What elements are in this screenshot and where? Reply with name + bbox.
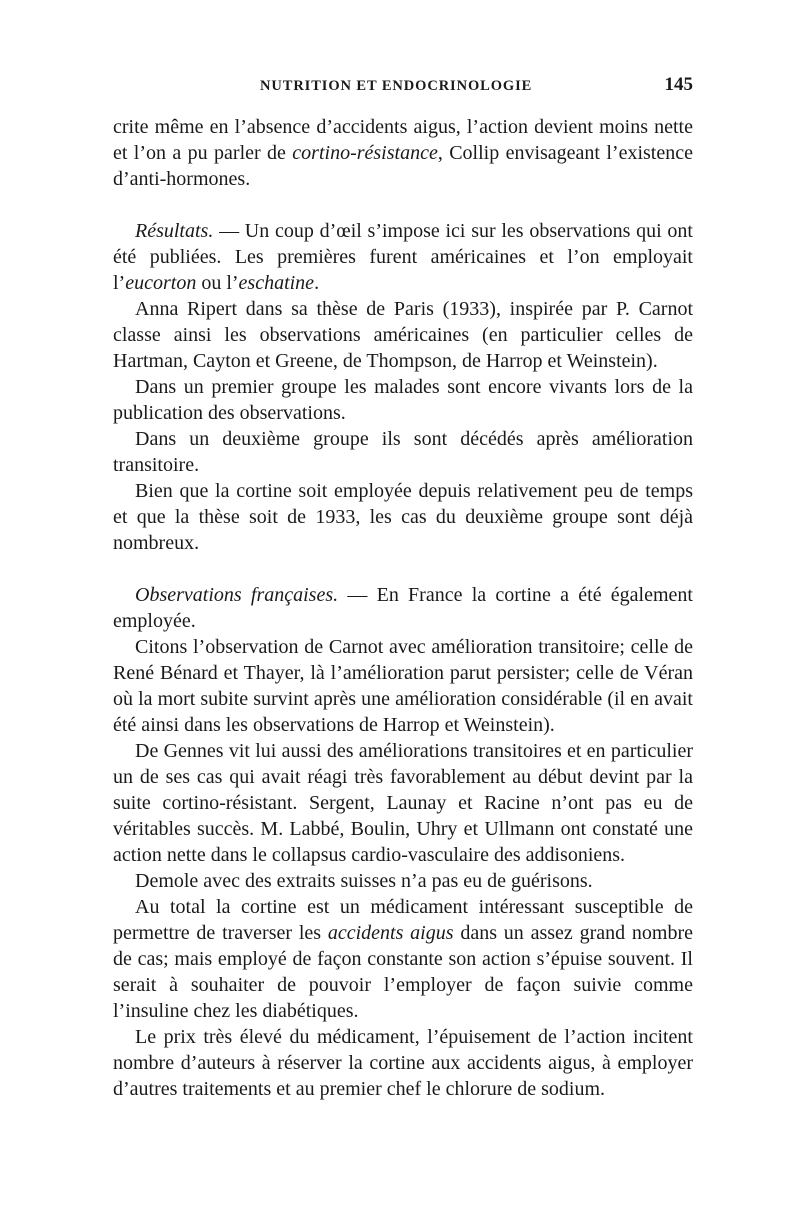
text-run: — Un coup d’œil s’impose ici sur les observations qui ont été publiées. Les premières furent américaines et l’on employait l’ — [113, 220, 693, 294]
section-heading-resultats: Résultats. — [135, 220, 214, 242]
page-header — [113, 72, 693, 102]
page-number: 145 — [664, 74, 693, 95]
italic-term: cortino-résistance — [292, 142, 438, 164]
italic-term: eucorton — [125, 272, 197, 294]
paragraph-de-gennes: De Gennes vit lui aussi des améliorations transitoires et en particulier un de ses cas qui avait réagi très favorablement au début devint par la suite cortino-résistant. Sergent, Launay et Racine n’ont pas eu de véritables succès. M. Labbé, Boulin, Uhry et Ullmann ont constaté une action nette dans le collapsus cardio-vasculaire des addisoniens. — [113, 740, 693, 866]
paragraph-cortino-resistance — [113, 114, 693, 192]
text-run: Au total la cortine est un médicament intéressant susceptible de permettre de traverser les — [113, 896, 693, 944]
text-run: — En France la cortine a été également employée. — [113, 584, 693, 632]
text-run: crite même en l’absence d’accidents aigus, l’action devient moins nette et l’on a pu parler de — [113, 116, 693, 164]
body-text — [113, 114, 693, 1102]
italic-term: accidents aigus — [327, 922, 454, 944]
text-run: . — [314, 272, 320, 294]
paragraph-demole: Demole avec des extraits suisses n’a pas eu de guérisons. — [135, 870, 593, 892]
paragraph-resultats — [113, 218, 693, 296]
section-heading-observations: Observations françaises. — [135, 584, 339, 606]
paragraph-au-total — [113, 894, 693, 1024]
paragraph-le-prix: Le prix très élevé du médicament, l’épuisement de l’action incitent nombre d’auteurs à réserver la cortine aux accidents aigus, à employer d’autres traitements et au premier chef le chlorure de sodium. — [113, 1026, 693, 1100]
paragraph-ripert: Anna Ripert dans sa thèse de Paris (1933), inspirée par P. Carnot classe ainsi les observations américaines (en particulier celles de Hartman, Cayton et Greene, de Thompson, de Harrop et Weinstein). — [113, 298, 693, 372]
paragraph-bien-que: Bien que la cortine soit employée depuis relativement peu de temps et que la thèse soit de 1933, les cas du deuxième groupe sont déjà nombreux. — [113, 480, 693, 554]
paragraph-group-2: Dans un deuxième groupe ils sont décédés après amélioration transitoire. — [113, 428, 693, 476]
text-run: dans un assez grand nombre de cas; mais employé de façon constante son action s’épuise souvent. Il serait à souhaiter de pouvoir l’employer de façon suivie comme l’insuline chez les diabétiques. — [113, 922, 693, 1022]
italic-term: eschatine — [238, 272, 315, 294]
paragraph-citons: Citons l’observation de Carnot avec amélioration transitoire; celle de René Bénard et Thayer, là l’amélioration parut persister; celle de Véran où la mort subite survint après une amélioration considérable (il en avait été ainsi dans les observations de Harrop et Weinstein). — [113, 636, 693, 736]
paragraph-observations-francaises — [113, 582, 693, 634]
running-title: NUTRITION ET ENDOCRINOLOGIE — [260, 78, 533, 94]
text-run: ou l’ — [196, 272, 239, 294]
text-run: , Collip envisageant l’existence d’anti-hormones. — [113, 142, 693, 190]
paragraph-group-1: Dans un premier groupe les malades sont encore vivants lors de la publication des observations. — [113, 376, 693, 424]
